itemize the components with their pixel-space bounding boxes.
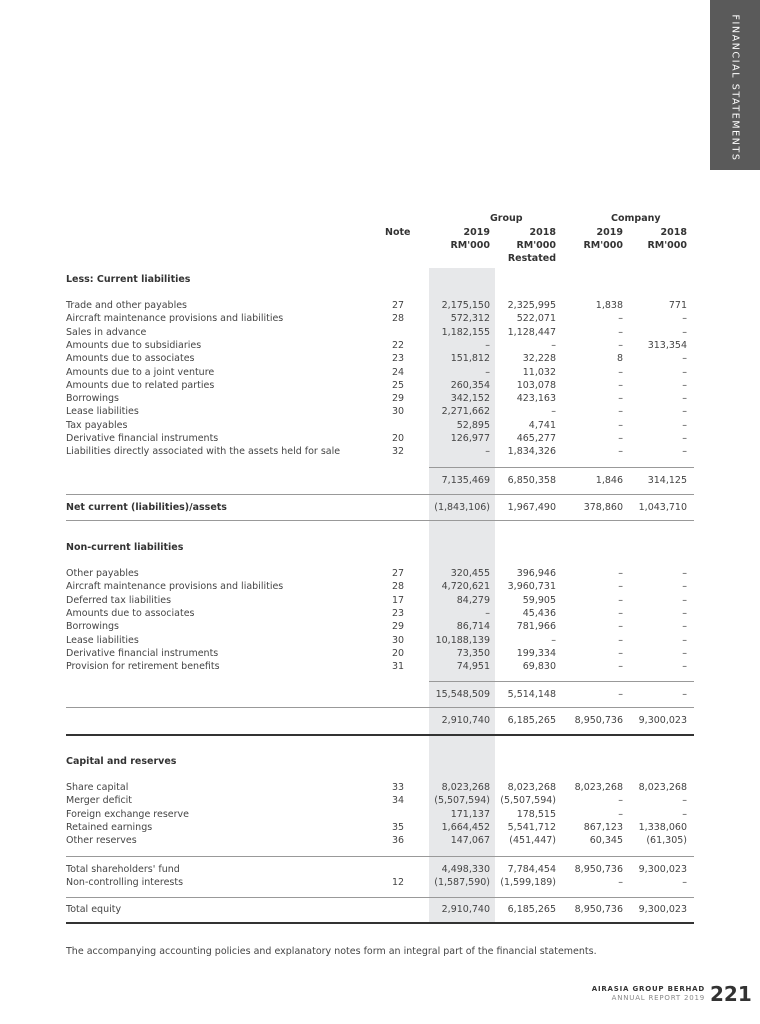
row-label: Trade and other payables bbox=[66, 300, 188, 311]
column-year: 2019 bbox=[596, 227, 623, 238]
value-cell: – bbox=[618, 621, 623, 633]
footnote: The accompanying accounting policies and explanatory notes form an integral part of the financial statements. bbox=[66, 946, 597, 957]
value-cell: 1,664,452 bbox=[441, 821, 490, 833]
value-cell: (61,305) bbox=[646, 835, 687, 847]
total-equity-label: Total equity bbox=[66, 904, 122, 915]
value-cell: 1,338,060 bbox=[638, 821, 687, 833]
value-cell: – bbox=[551, 406, 556, 418]
value-cell: 199,334 bbox=[516, 647, 556, 659]
section-heading: Capital and reserves bbox=[66, 756, 177, 767]
value-cell: 5,541,712 bbox=[507, 821, 556, 833]
row-note: 31 bbox=[392, 661, 405, 673]
value-cell: – bbox=[485, 446, 490, 458]
subtotal-value: 1,846 bbox=[595, 475, 623, 486]
thick-rule bbox=[66, 922, 694, 924]
value-cell: – bbox=[618, 594, 623, 606]
row-rule bbox=[66, 856, 694, 857]
value-cell: – bbox=[682, 877, 687, 889]
row-note: 22 bbox=[392, 339, 405, 351]
column-year: 2018 bbox=[660, 227, 687, 238]
value-cell: 1,838 bbox=[595, 300, 623, 311]
value-cell: – bbox=[682, 406, 687, 418]
value-cell: (5,507,594) bbox=[434, 795, 490, 807]
column-year: 2019 bbox=[463, 227, 490, 238]
company-header: Company bbox=[611, 213, 661, 224]
row-note: 24 bbox=[392, 366, 405, 378]
value-cell: – bbox=[682, 607, 687, 619]
value-cell: – bbox=[682, 366, 687, 378]
value-cell: – bbox=[618, 393, 623, 405]
value-cell: – bbox=[682, 353, 687, 365]
row-label: Tax payables bbox=[66, 419, 128, 431]
value-cell: 423,163 bbox=[516, 393, 556, 405]
value-cell: 1,834,326 bbox=[507, 446, 556, 458]
value-cell: 2,325,995 bbox=[507, 300, 556, 311]
row-note: 27 bbox=[392, 300, 405, 311]
value-cell: – bbox=[682, 795, 687, 807]
row-note: 25 bbox=[392, 379, 405, 391]
row-label: Borrowings bbox=[66, 621, 119, 633]
net-assets-value: 2,910,740 bbox=[441, 715, 490, 726]
row-label: Aircraft maintenance provisions and liabilities bbox=[66, 313, 284, 325]
value-cell: 8 bbox=[616, 353, 623, 365]
total-equity-value: 2,910,740 bbox=[441, 904, 490, 915]
value-cell: – bbox=[682, 581, 687, 593]
value-cell: 74,951 bbox=[456, 661, 490, 673]
net-current-value: 1,967,490 bbox=[507, 502, 556, 513]
row-label: Foreign exchange reserve bbox=[66, 808, 190, 820]
value-cell: 171,137 bbox=[450, 808, 490, 820]
page-number: 221 bbox=[710, 982, 752, 1006]
value-cell: – bbox=[682, 634, 687, 646]
value-cell: 147,067 bbox=[450, 835, 490, 847]
report-brand bbox=[592, 985, 705, 1003]
row-label: Aircraft maintenance provisions and liabilities bbox=[66, 581, 284, 593]
column-year: 2018 bbox=[529, 227, 556, 238]
value-cell: 3,960,731 bbox=[507, 581, 556, 593]
section-heading: Less: Current liabilities bbox=[66, 274, 191, 285]
row-note: 36 bbox=[392, 835, 405, 847]
column-unit: RM'000 bbox=[647, 240, 687, 251]
row-label: Provision for retirement benefits bbox=[66, 661, 220, 673]
value-cell: (451,447) bbox=[509, 835, 556, 847]
subtotal-value: 5,514,148 bbox=[507, 689, 556, 700]
value-cell: 52,895 bbox=[456, 419, 490, 431]
group-header: Group bbox=[490, 213, 523, 224]
row-label: Merger deficit bbox=[66, 795, 133, 807]
row-label: Amounts due to a joint venture bbox=[66, 366, 215, 378]
row-label: Amounts due to related parties bbox=[66, 379, 215, 391]
value-cell: (1,587,590) bbox=[434, 877, 490, 889]
value-cell: – bbox=[618, 313, 623, 325]
net-current-label: Net current (liabilities)/assets bbox=[66, 502, 227, 513]
value-cell: – bbox=[682, 379, 687, 391]
company-name: AIRASIA GROUP BERHAD bbox=[591, 985, 705, 993]
value-cell: – bbox=[618, 661, 623, 673]
value-cell: 45,436 bbox=[522, 607, 556, 619]
row-note: 32 bbox=[392, 446, 405, 458]
row-note: 23 bbox=[392, 607, 405, 619]
row-label: Lease liabilities bbox=[66, 406, 139, 418]
value-cell: – bbox=[618, 406, 623, 418]
total-equity-value: 6,185,265 bbox=[507, 904, 556, 915]
net-current-value: 1,043,710 bbox=[638, 502, 687, 513]
value-cell: – bbox=[618, 795, 623, 807]
value-cell: 10,188,139 bbox=[435, 634, 490, 646]
row-label: Derivative financial instruments bbox=[66, 433, 219, 444]
value-cell: 465,277 bbox=[516, 433, 556, 444]
row-note: 29 bbox=[392, 393, 405, 405]
subtotal-value: 7,135,469 bbox=[441, 475, 490, 486]
value-cell: 1,128,447 bbox=[507, 326, 556, 338]
value-cell: – bbox=[618, 419, 623, 431]
value-cell: 572,312 bbox=[450, 313, 490, 325]
column-unit: RM'000 bbox=[516, 240, 556, 251]
value-cell: – bbox=[682, 313, 687, 325]
value-cell: – bbox=[682, 433, 687, 444]
row-note: 17 bbox=[392, 594, 405, 606]
value-cell: 522,071 bbox=[516, 313, 556, 325]
value-cell: – bbox=[618, 634, 623, 646]
value-cell: 771 bbox=[668, 300, 687, 311]
value-cell: 4,498,330 bbox=[441, 864, 490, 875]
report-name: ANNUAL REPORT 2019 bbox=[611, 994, 705, 1002]
net-current-value: 378,860 bbox=[583, 502, 623, 513]
row-label: Derivative financial instruments bbox=[66, 647, 219, 659]
value-cell: – bbox=[618, 339, 623, 351]
value-cell: 69,830 bbox=[522, 661, 556, 673]
value-cell: – bbox=[618, 877, 623, 889]
value-cell: 320,455 bbox=[450, 568, 490, 579]
column-extra: Restated bbox=[507, 253, 556, 264]
value-cell: – bbox=[551, 634, 556, 646]
value-cell: 8,023,268 bbox=[638, 782, 687, 793]
value-cell: – bbox=[618, 433, 623, 444]
row-label: Amounts due to associates bbox=[66, 353, 195, 365]
section-tab-label: FINANCIAL STATEMENTS bbox=[729, 14, 741, 162]
value-cell: – bbox=[682, 661, 687, 673]
row-label: Liabilities directly associated with the assets held for sale bbox=[66, 446, 341, 458]
row-label: Amounts due to associates bbox=[66, 607, 195, 619]
value-cell: 73,350 bbox=[456, 647, 490, 659]
value-cell: 151,812 bbox=[450, 353, 490, 365]
value-cell: 178,515 bbox=[516, 808, 556, 820]
value-cell: (5,507,594) bbox=[500, 795, 556, 807]
value-cell: 2,271,662 bbox=[441, 406, 490, 418]
value-cell: – bbox=[618, 326, 623, 338]
row-label: Total shareholders' fund bbox=[66, 864, 180, 875]
value-cell: 60,345 bbox=[589, 835, 623, 847]
value-cell: 8,023,268 bbox=[574, 782, 623, 793]
value-cell: 313,354 bbox=[647, 339, 687, 351]
value-cell: 8,950,736 bbox=[574, 864, 623, 875]
value-cell: – bbox=[682, 647, 687, 659]
value-cell: 396,946 bbox=[516, 568, 556, 579]
subtotal-value: 314,125 bbox=[647, 475, 687, 486]
row-rule bbox=[66, 897, 694, 898]
value-cell: 1,182,155 bbox=[441, 326, 490, 338]
value-cell: 32,228 bbox=[522, 353, 556, 365]
value-cell: 11,032 bbox=[522, 366, 556, 378]
row-note: 28 bbox=[392, 581, 405, 593]
value-cell: 260,354 bbox=[450, 379, 490, 391]
subtotal-rule bbox=[429, 467, 694, 468]
value-cell: – bbox=[485, 366, 490, 378]
subtotal-value: – bbox=[618, 689, 623, 700]
row-note: 34 bbox=[392, 795, 405, 807]
value-cell: 342,152 bbox=[450, 393, 490, 405]
net-assets-value: 9,300,023 bbox=[638, 715, 687, 726]
row-label: Other reserves bbox=[66, 835, 137, 847]
value-cell: 8,023,268 bbox=[507, 782, 556, 793]
row-note: 20 bbox=[392, 433, 405, 444]
value-cell: – bbox=[618, 808, 623, 820]
value-cell: – bbox=[682, 568, 687, 579]
value-cell: 781,966 bbox=[516, 621, 556, 633]
row-label: Share capital bbox=[66, 782, 129, 793]
row-rule bbox=[66, 707, 694, 708]
value-cell: – bbox=[618, 446, 623, 458]
value-cell: 103,078 bbox=[516, 379, 556, 391]
column-unit: RM'000 bbox=[450, 240, 490, 251]
row-label: Sales in advance bbox=[66, 326, 147, 338]
value-cell: 4,720,621 bbox=[441, 581, 490, 593]
value-cell: 8,023,268 bbox=[441, 782, 490, 793]
value-cell: – bbox=[485, 339, 490, 351]
value-cell: 867,123 bbox=[583, 821, 623, 833]
value-cell: 9,300,023 bbox=[638, 864, 687, 875]
row-label: Deferred tax liabilities bbox=[66, 594, 172, 606]
value-cell: – bbox=[682, 808, 687, 820]
value-cell: 59,905 bbox=[522, 594, 556, 606]
value-cell: – bbox=[618, 366, 623, 378]
value-cell: – bbox=[682, 621, 687, 633]
section-tab bbox=[710, 0, 760, 170]
row-label: Lease liabilities bbox=[66, 634, 139, 646]
row-note: 30 bbox=[392, 634, 405, 646]
subtotal-value: 15,548,509 bbox=[435, 689, 490, 700]
value-cell: – bbox=[682, 446, 687, 458]
row-note: 29 bbox=[392, 621, 405, 633]
value-cell: – bbox=[682, 393, 687, 405]
section-heading: Non-current liabilities bbox=[66, 542, 184, 553]
value-cell: – bbox=[618, 581, 623, 593]
row-note: 12 bbox=[392, 877, 405, 889]
value-cell: – bbox=[551, 339, 556, 351]
total-equity-value: 8,950,736 bbox=[574, 904, 623, 915]
value-cell: – bbox=[618, 379, 623, 391]
row-rule bbox=[66, 520, 694, 521]
row-note: 27 bbox=[392, 568, 405, 579]
row-note: 23 bbox=[392, 353, 405, 365]
subtotal-rule bbox=[429, 681, 694, 682]
net-current-value: (1,843,106) bbox=[434, 502, 490, 513]
value-cell: – bbox=[485, 607, 490, 619]
value-cell: – bbox=[618, 607, 623, 619]
value-cell: – bbox=[682, 594, 687, 606]
thick-rule bbox=[66, 734, 694, 736]
value-cell: 86,714 bbox=[456, 621, 490, 633]
subtotal-value: 6,850,358 bbox=[507, 475, 556, 486]
row-label: Other payables bbox=[66, 568, 139, 579]
row-note: 33 bbox=[392, 782, 405, 793]
total-equity-value: 9,300,023 bbox=[638, 904, 687, 915]
row-label: Borrowings bbox=[66, 393, 119, 405]
row-note: 28 bbox=[392, 313, 405, 325]
value-cell: 4,741 bbox=[528, 419, 556, 431]
net-assets-value: 8,950,736 bbox=[574, 715, 623, 726]
note-header: Note bbox=[385, 227, 411, 238]
row-note: 35 bbox=[392, 821, 405, 833]
subtotal-value: – bbox=[682, 689, 687, 700]
value-cell: 84,279 bbox=[456, 594, 490, 606]
row-label: Amounts due to subsidiaries bbox=[66, 339, 202, 351]
value-cell: 2,175,150 bbox=[441, 300, 490, 311]
row-note: 30 bbox=[392, 406, 405, 418]
row-label: Non-controlling interests bbox=[66, 877, 184, 889]
value-cell: – bbox=[618, 568, 623, 579]
column-unit: RM'000 bbox=[583, 240, 623, 251]
value-cell: (1,599,189) bbox=[500, 877, 556, 889]
value-cell: – bbox=[618, 647, 623, 659]
row-rule bbox=[66, 494, 694, 495]
row-label: Retained earnings bbox=[66, 821, 153, 833]
row-note: 20 bbox=[392, 647, 405, 659]
value-cell: – bbox=[682, 419, 687, 431]
value-cell: 126,977 bbox=[450, 433, 490, 444]
net-assets-value: 6,185,265 bbox=[507, 715, 556, 726]
value-cell: 7,784,454 bbox=[507, 864, 556, 875]
value-cell: – bbox=[682, 326, 687, 338]
